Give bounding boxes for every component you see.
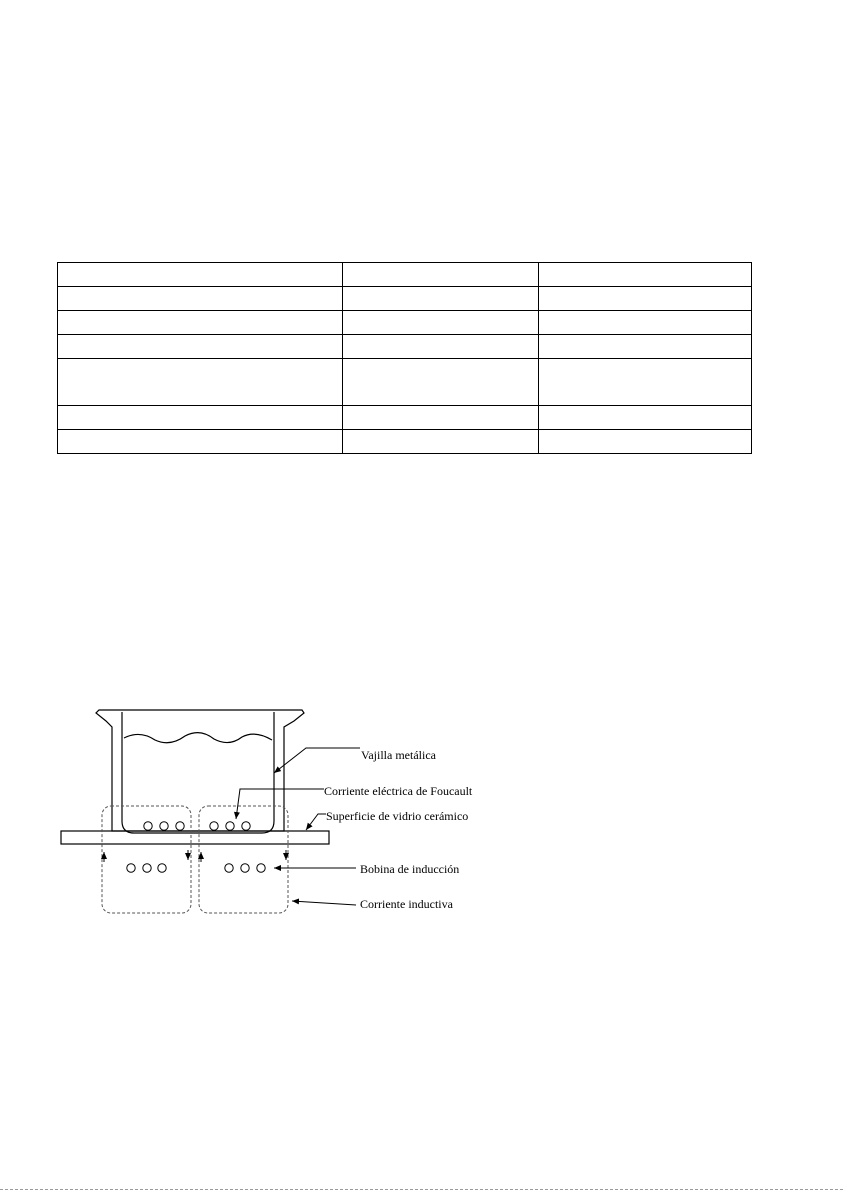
induction-loops: [102, 806, 288, 913]
table-row: [58, 335, 752, 359]
table-row: [58, 406, 752, 430]
table-cell: [539, 430, 752, 454]
induction-coil-circles: [127, 864, 265, 872]
table-cell: [58, 287, 343, 311]
label-eddy-current: Corriente eléctrica de Foucault: [324, 784, 473, 798]
pot-shape: [96, 710, 304, 833]
table-cell: [58, 406, 343, 430]
table-row: [58, 287, 752, 311]
table-row: [58, 430, 752, 454]
page-bottom-rule: [0, 1189, 843, 1190]
table-cell: [58, 263, 343, 287]
table-row: [58, 359, 752, 406]
table-cell: [343, 359, 539, 406]
table-cell: [539, 311, 752, 335]
glass-plate: [61, 831, 329, 844]
table-cell: [343, 430, 539, 454]
eddy-current-circles: [144, 822, 250, 830]
flow-arrows: [104, 850, 286, 862]
table-cell: [539, 359, 752, 406]
table-cell: [58, 311, 343, 335]
table-cell: [539, 335, 752, 359]
spec-table: [57, 262, 752, 454]
table-cell: [343, 311, 539, 335]
table-row: [58, 311, 752, 335]
table-cell: [343, 406, 539, 430]
table-cell: [539, 287, 752, 311]
table-row: [58, 263, 752, 287]
table-cell: [539, 263, 752, 287]
leader-lines: [236, 748, 360, 905]
table-cell: [343, 335, 539, 359]
label-induction-coil: Bobina de inducción: [360, 862, 460, 876]
table-cell: [58, 335, 343, 359]
table-cell: [539, 406, 752, 430]
table-cell: [58, 359, 343, 406]
table-cell: [343, 263, 539, 287]
table-cell: [58, 430, 343, 454]
table-cell: [343, 287, 539, 311]
label-inductive-current: Corriente inductiva: [360, 897, 453, 911]
label-glass-surface: Superficie de vidrio cerámico: [326, 809, 469, 823]
label-cookware: Vajilla metálica: [361, 748, 436, 762]
